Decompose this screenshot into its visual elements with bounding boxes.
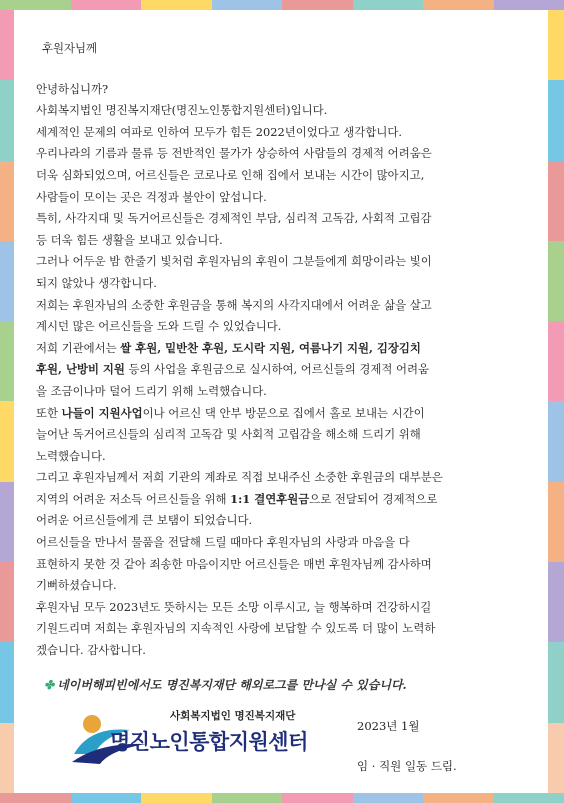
letter-line bbox=[36, 597, 536, 619]
border-segment bbox=[353, 793, 424, 803]
letter-line bbox=[36, 510, 536, 532]
letter-line bbox=[36, 143, 536, 165]
blog-notice bbox=[44, 676, 407, 693]
border-segment bbox=[548, 161, 564, 241]
border-segment bbox=[71, 0, 142, 10]
border-segment bbox=[0, 723, 14, 803]
border-segment bbox=[548, 482, 564, 562]
emphasis-text: 후원, 난방비 지원 bbox=[36, 362, 125, 377]
letter-line bbox=[36, 424, 536, 446]
letter-line bbox=[36, 100, 536, 122]
letter-text: 을 조금이나마 덜어 드리기 위해 노력했습니다. bbox=[36, 383, 267, 398]
letter-line bbox=[36, 575, 536, 597]
letter-line bbox=[36, 640, 536, 662]
letter-line bbox=[36, 208, 536, 230]
letter-text: 어려운 어르신들에게 큰 보탬이 되었습니다. bbox=[36, 513, 253, 528]
emphasis-text: 1:1 결연후원금 bbox=[230, 491, 310, 506]
border-segment bbox=[548, 321, 564, 401]
letter-line bbox=[36, 316, 536, 338]
border-segment bbox=[71, 793, 142, 803]
border-segment bbox=[548, 401, 564, 481]
letter-date: 2023년 1월 bbox=[357, 719, 420, 733]
border-segment bbox=[0, 642, 14, 722]
letter-text: 안녕하십니까? bbox=[36, 81, 109, 96]
letter-line bbox=[36, 79, 536, 101]
letter-line bbox=[36, 532, 536, 554]
letter-line bbox=[36, 467, 536, 489]
letter-text: 더욱 심화되었으며, 어르신들은 코로나로 인해 집에서 보내는 시간이 많아지고, bbox=[36, 167, 425, 182]
border-segment bbox=[548, 723, 564, 803]
border-segment bbox=[0, 0, 71, 10]
letter-text: 등 더욱 힘든 생활을 보내고 있습니다. bbox=[36, 232, 223, 247]
border-segment bbox=[548, 642, 564, 722]
border-segment bbox=[0, 562, 14, 642]
border-segment bbox=[423, 793, 494, 803]
letter-text: 특히, 사각지대 및 독거어르신들은 경제적인 부담, 심리적 고독감, 사회적 고립감 bbox=[36, 211, 432, 226]
letter-text: 세계적인 문제의 여파로 인하여 모두가 힘든 2022년이었다고 생각합니다. bbox=[36, 124, 403, 139]
letter-text: 사회복지법인 명진복지재단(명진노인통합지원센터)입니다. bbox=[36, 103, 328, 118]
border-segment bbox=[353, 0, 424, 10]
border-segment bbox=[494, 0, 564, 10]
organization-logo bbox=[70, 708, 340, 770]
logo-name: 명진노인통합지원센터 bbox=[110, 730, 308, 754]
letter-text: 으로 전달되어 경제적으로 bbox=[309, 491, 438, 506]
letter-text: 저희 기관에서는 bbox=[36, 340, 121, 355]
border-segment bbox=[0, 793, 71, 803]
border-segment bbox=[0, 482, 14, 562]
left-color-border bbox=[0, 0, 14, 803]
border-segment bbox=[548, 0, 564, 80]
border-segment bbox=[0, 0, 14, 80]
border-segment bbox=[212, 0, 283, 10]
border-segment bbox=[548, 241, 564, 321]
letter-line bbox=[36, 338, 536, 360]
border-segment bbox=[0, 321, 14, 401]
bottom-color-border bbox=[0, 793, 564, 803]
letter-text: 지역의 어려운 저소득 어르신들을 위해 bbox=[36, 491, 231, 506]
letter-text: 이나 어르신 댁 안부 방문으로 집에서 홀로 보내는 시간이 bbox=[142, 405, 425, 420]
letter-signature: 임 · 직원 일동 드림. bbox=[357, 759, 457, 773]
border-segment bbox=[0, 80, 14, 160]
letter-paragraphs bbox=[36, 79, 536, 662]
letter-line bbox=[36, 381, 536, 403]
letter-text: 기뻐하셨습니다. bbox=[36, 578, 117, 593]
letter-line bbox=[36, 251, 536, 273]
letter-line bbox=[36, 230, 536, 252]
border-segment bbox=[548, 80, 564, 160]
letter-text: 그리고 후원자님께서 저희 기관의 계좌로 직접 보내주신 소중한 후원금의 대부분은 bbox=[36, 470, 443, 485]
border-segment bbox=[212, 793, 283, 803]
letter-text: 또한 bbox=[36, 405, 62, 420]
letter-text: 저희는 후원자님의 소중한 후원금을 통해 복지의 사각지대에서 어려운 삶을 살고 bbox=[36, 297, 432, 312]
letter-text: 우리나라의 기름과 물류 등 전반적인 물가가 상승하여 사람들의 경제적 어려움은 bbox=[36, 146, 432, 161]
letter-text: 등의 사업을 후원금으로 실시하여, 어르신들의 경제적 어려움 bbox=[124, 362, 429, 377]
top-color-border bbox=[0, 0, 564, 10]
border-segment bbox=[0, 401, 14, 481]
letter-text: 되지 않았나 생각합니다. bbox=[36, 275, 157, 290]
letter-line bbox=[36, 165, 536, 187]
letter-line bbox=[36, 273, 536, 295]
letter-line bbox=[36, 446, 536, 468]
border-segment bbox=[282, 793, 353, 803]
border-segment bbox=[0, 161, 14, 241]
letter-line bbox=[36, 403, 536, 425]
emphasis-text: 쌀 후원, 밑반찬 후원, 도시락 지원, 여름나기 지원, 김장김치 bbox=[120, 340, 421, 355]
letter-line bbox=[36, 359, 536, 381]
letter-text: 노력했습니다. bbox=[36, 448, 106, 463]
letter-line bbox=[36, 618, 536, 640]
letter-line bbox=[36, 295, 536, 317]
letter-text: 그러나 어두운 밤 한줄기 빛처럼 후원자님의 후원이 그분들에게 희망이라는 빛이 bbox=[36, 254, 432, 269]
letter-text: 후원자님 모두 2023년도 뜻하시는 모든 소망 이루시고, 늘 행복하며 건강하시길 bbox=[36, 599, 432, 614]
border-segment bbox=[0, 241, 14, 321]
clover-bullet-icon: ✤ bbox=[44, 678, 55, 692]
letter-line bbox=[36, 554, 536, 576]
right-color-border bbox=[548, 0, 564, 803]
letter-line bbox=[36, 122, 536, 144]
letter-body bbox=[36, 38, 536, 662]
letter-text: 겠습니다. 감사합니다. bbox=[36, 643, 146, 658]
letter-text: 기원드리며 저희는 후원자님의 지속적인 사랑에 보답할 수 있도록 더 많이 노력하 bbox=[36, 621, 436, 636]
letter-text: 늘어난 독거어르신들의 심리적 고독감 및 사회적 고립감을 해소해 드리기 위해 bbox=[36, 427, 421, 442]
emphasis-text: 나들이 지원사업 bbox=[61, 405, 143, 420]
letter-line bbox=[36, 187, 536, 209]
logo-subtitle: 사회복지법인 명진복지재단 bbox=[170, 710, 296, 722]
letter-text: 어르신들을 만나서 물품을 전달해 드릴 때마다 후원자님의 사랑과 마음을 다 bbox=[36, 535, 410, 550]
border-segment bbox=[282, 0, 353, 10]
blog-notice-text: 네이버해피빈에서도 명진복지재단 해외로그를 만나실 수 있습니다. bbox=[57, 678, 407, 692]
salutation: 후원자님께 bbox=[42, 41, 98, 55]
border-segment bbox=[423, 0, 494, 10]
letter-text: 계시던 많은 어르신들을 도와 드릴 수 있었습니다. bbox=[36, 319, 282, 334]
border-segment bbox=[141, 0, 212, 10]
letter-text: 사람들이 모이는 곳은 걱정과 불안이 앞섭니다. bbox=[36, 189, 267, 204]
border-segment bbox=[548, 562, 564, 642]
letter-text: 표현하지 못한 것 같아 죄송한 마음이지만 어르신들은 매번 후원자님께 감사하며 bbox=[36, 556, 432, 571]
border-segment bbox=[494, 793, 564, 803]
letter-line bbox=[36, 489, 536, 511]
border-segment bbox=[141, 793, 212, 803]
